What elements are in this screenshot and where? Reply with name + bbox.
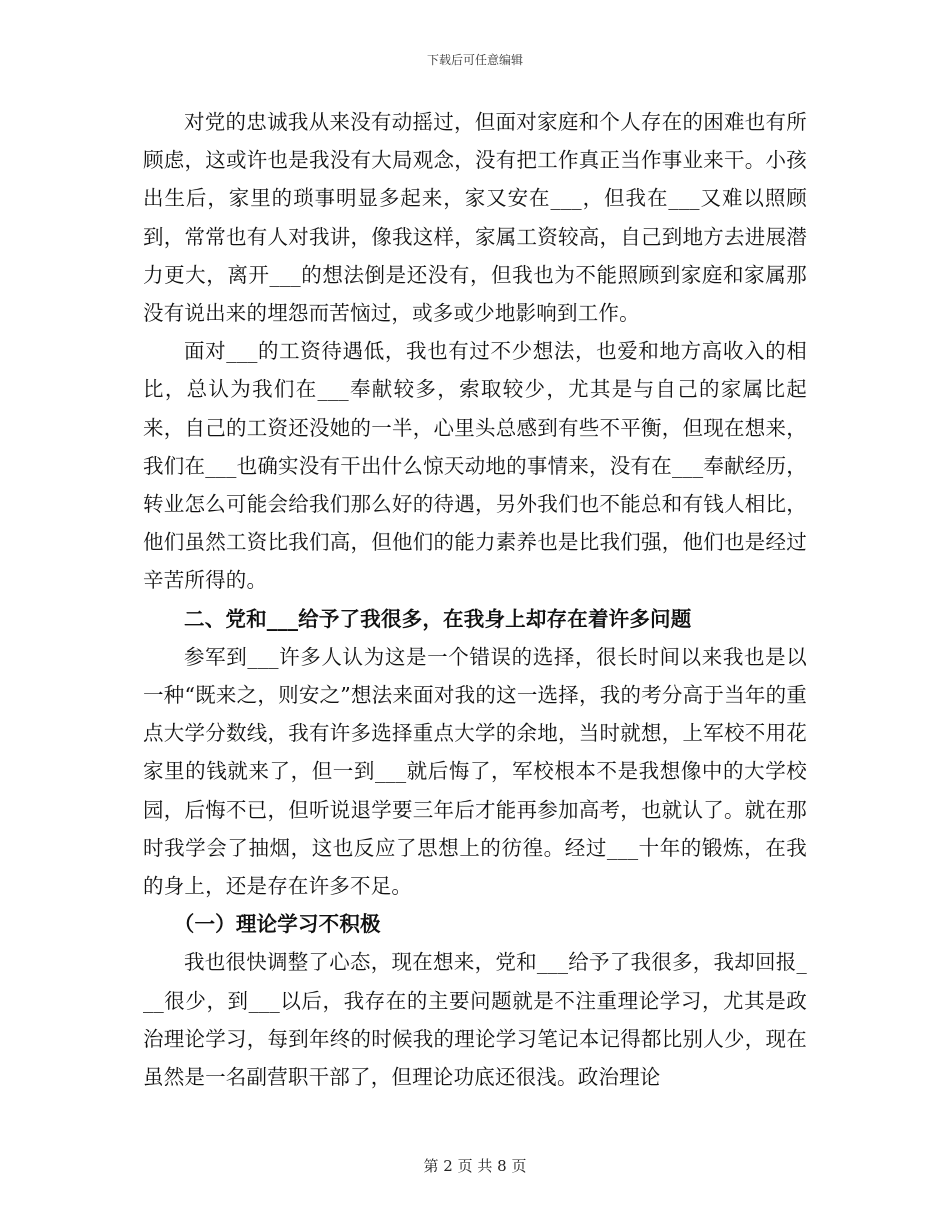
paragraph-1: 对党的忠诚我从来没有动摇过，但面对家庭和个人存在的困难也有所顾虑，这或许也是我没有大局观念，没有把工作真正当作事业来干。小孩出生后，家里的琐事明显多起来，家又安在___，但我在___又难以照顾到，常常也有人对我讲，像我这样，家属工资较高，自己到地方去进展潜力更大，离开___的想法倒是还没有，但我也为不能照顾到家庭和家属那没有说出来的埋怨而苦恼过，或多或少地影响到工作。 <box>143 110 807 326</box>
paragraph-3: 参军到___许多人认为这是一个错误的选择，很长时间以来我也是以一种“既来之，则安之”想法来面对我的这一选择，我的考分高于当年的重点大学分数线，我有许多选择重点大学的余地，当时就想，上军校不用花家里的钱就来了，但一到___就后悔了，军校根本不是我想像中的大学校园，后悔不已，但听说退学要三年后才能再参加高考，也就认了。就在那时我学会了抽烟，这也反应了思想上的彷徨。经过___十年的锻炼，在我的身上，还是存在许多不足。 <box>143 644 807 899</box>
page-footer: 第 2 页 共 8 页 <box>423 1157 527 1175</box>
page-header: 下载后可任意编辑 <box>426 53 523 67</box>
paragraph-4: 我也很快调整了心态，现在想来，党和___给予了我很多，我却回报___很少，到___以后，我存在的主要问题就是不注重理论学习，尤其是政治理论学习，每到年终的时候我的理论学习笔记本记得都比别人少，现在虽然是一名副营职干部了，但理论功底还很浅。政治理论 <box>143 950 807 1090</box>
document-body <box>143 103 807 1096</box>
subsection-heading-1: （一）理论学习不积极 <box>173 912 381 937</box>
section-heading-2: 二、党和___给予了我很多，在我身上却存在着许多问题 <box>184 606 692 631</box>
paragraph-2: 面对___的工资待遇低，我也有过不少想法，也爱和地方高收入的相比，总认为我们在___奉献较多，索取较少，尤其是与自己的家属比起来，自己的工资还没她的一半，心里头总感到有些不平衡，但现在想来，我们在___也确实没有干出什么惊天动地的事情来，没有在___奉献经历，转业怎么可能会给我们那么好的待遇，另外我们也不能总和有钱人相比，他们虽然工资比我们高，但他们的能力素养也是比我们强，他们也是经过辛苦所得的。 <box>143 339 807 593</box>
